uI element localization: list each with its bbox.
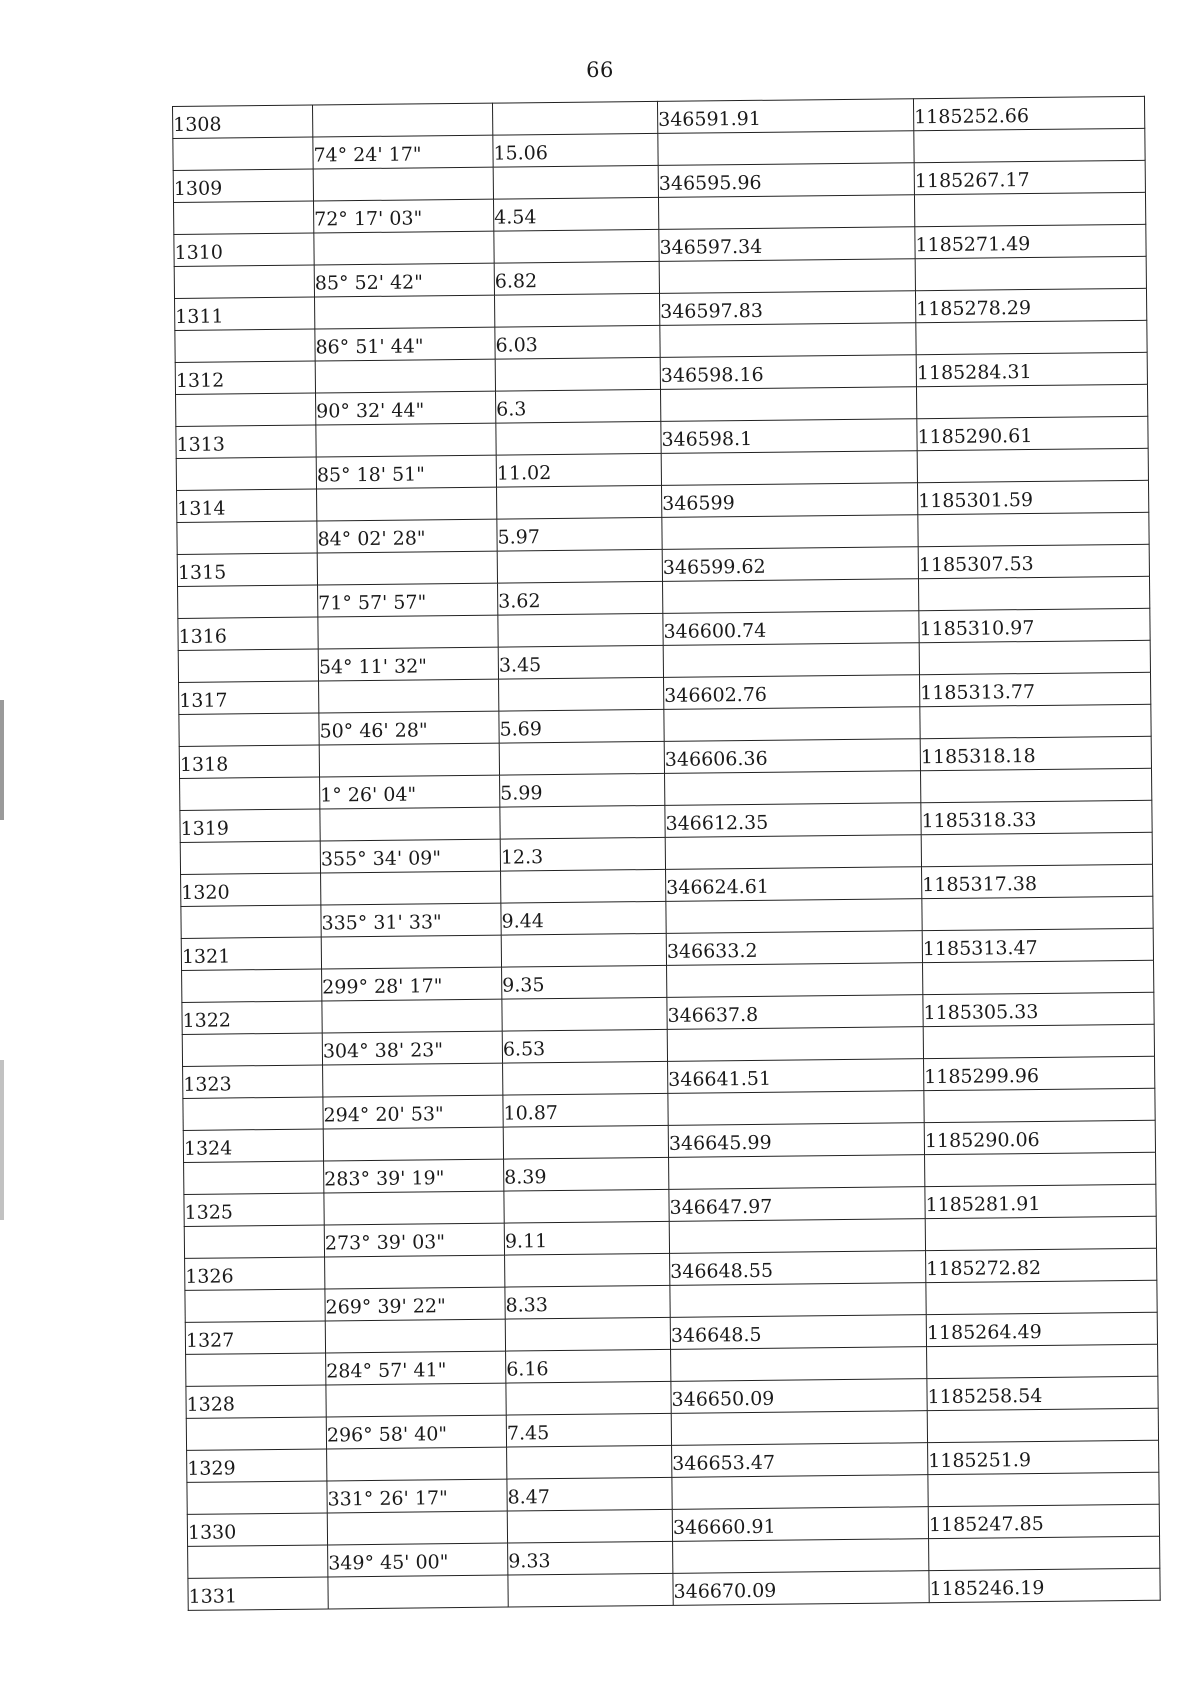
empty-cell: [659, 259, 915, 294]
bearing-value: 1° 26' 04": [320, 775, 500, 809]
point-number: 1310: [174, 233, 314, 266]
northing-value: 346648.5: [670, 1315, 926, 1350]
easting-value: 1185290.61: [917, 416, 1148, 450]
distance-value: 7.45: [506, 1413, 671, 1447]
distance-value: 3.62: [498, 581, 663, 615]
bearing-value: 85° 52' 42": [314, 263, 494, 297]
empty-cell: [925, 1216, 1156, 1250]
empty-cell: [315, 359, 495, 393]
empty-cell: [667, 1027, 923, 1062]
empty-cell: [184, 1225, 324, 1258]
northing-value: 346591.91: [657, 99, 913, 134]
empty-cell: [669, 1155, 925, 1190]
easting-value: 1185313.77: [919, 672, 1150, 706]
empty-cell: [661, 451, 917, 486]
empty-cell: [174, 201, 314, 234]
empty-cell: [179, 713, 319, 746]
point-number: 1326: [185, 1257, 325, 1290]
empty-cell: [668, 1091, 924, 1126]
empty-cell: [667, 963, 923, 998]
easting-value: 1185267.17: [914, 160, 1145, 194]
distance-value: 3.45: [498, 645, 663, 679]
empty-cell: [317, 551, 497, 585]
easting-value: 1185281.91: [925, 1184, 1156, 1218]
northing-value: 346598.1: [661, 419, 917, 454]
point-number: 1319: [180, 809, 320, 842]
bearing-value: 72° 17' 03": [314, 199, 494, 233]
empty-cell: [665, 771, 921, 806]
bearing-value: 331° 26' 17": [327, 1479, 507, 1513]
northing-value: 346670.09: [673, 1571, 929, 1606]
empty-cell: [502, 997, 667, 1031]
bearing-value: 355° 34' 09": [320, 839, 500, 873]
empty-cell: [317, 487, 497, 521]
empty-cell: [327, 1447, 507, 1481]
empty-cell: [178, 585, 318, 618]
northing-value: 346598.16: [660, 355, 916, 390]
easting-value: 1185247.85: [928, 1504, 1159, 1538]
empty-cell: [321, 871, 501, 905]
empty-cell: [924, 1088, 1155, 1122]
empty-cell: [496, 421, 661, 455]
empty-cell: [663, 579, 919, 614]
empty-cell: [185, 1289, 325, 1322]
distance-value: 4.54: [493, 197, 658, 231]
empty-cell: [915, 256, 1146, 290]
point-number: 1328: [186, 1385, 326, 1418]
empty-cell: [507, 1445, 672, 1479]
easting-value: 1185251.9: [928, 1440, 1159, 1474]
easting-value: 1185299.96: [924, 1056, 1155, 1090]
empty-cell: [505, 1317, 670, 1351]
empty-cell: [501, 869, 666, 903]
empty-cell: [920, 704, 1151, 738]
easting-value: 1185318.18: [920, 736, 1151, 770]
empty-cell: [173, 137, 313, 170]
point-number: 1308: [173, 105, 313, 138]
empty-cell: [174, 265, 314, 298]
traverse-table-body: [173, 96, 1161, 1610]
empty-cell: [925, 1152, 1156, 1186]
bearing-value: 296° 58' 40": [326, 1415, 506, 1449]
northing-value: 346660.91: [672, 1507, 928, 1542]
empty-cell: [322, 999, 502, 1033]
northing-value: 346647.97: [669, 1187, 925, 1222]
distance-value: 6.3: [496, 389, 661, 423]
empty-cell: [660, 323, 916, 358]
empty-cell: [188, 1545, 328, 1578]
empty-cell: [328, 1575, 508, 1609]
bearing-value: 86° 51' 44": [315, 327, 495, 361]
empty-cell: [927, 1344, 1158, 1378]
empty-cell: [186, 1417, 326, 1450]
empty-cell: [183, 1097, 323, 1130]
northing-value: 346599.62: [662, 547, 918, 582]
point-number: 1316: [178, 617, 318, 650]
empty-cell: [914, 128, 1145, 162]
point-number: 1330: [187, 1513, 327, 1546]
point-number: 1321: [181, 937, 321, 970]
distance-value: 6.53: [502, 1029, 667, 1063]
empty-cell: [497, 549, 662, 583]
easting-value: 1185307.53: [918, 544, 1149, 578]
empty-cell: [182, 1033, 322, 1066]
empty-cell: [492, 101, 657, 135]
distance-value: 9.11: [504, 1221, 669, 1255]
point-number: 1315: [177, 553, 317, 586]
bearing-value: 85° 18' 51": [316, 455, 496, 489]
empty-cell: [928, 1472, 1159, 1506]
empty-cell: [919, 640, 1150, 674]
empty-cell: [319, 679, 499, 713]
empty-cell: [658, 131, 914, 166]
empty-cell: [670, 1283, 926, 1318]
empty-cell: [916, 384, 1147, 418]
distance-value: 8.39: [504, 1157, 669, 1191]
bearing-value: 84° 02' 28": [317, 519, 497, 553]
bearing-value: 74° 24' 17": [313, 135, 493, 169]
empty-cell: [669, 1219, 925, 1254]
empty-cell: [176, 457, 316, 490]
point-number: 1322: [182, 1001, 322, 1034]
empty-cell: [319, 743, 499, 777]
northing-value: 346645.99: [668, 1123, 924, 1158]
empty-cell: [917, 448, 1148, 482]
empty-cell: [666, 899, 922, 934]
easting-value: 1185252.66: [913, 96, 1144, 130]
northing-value: 346595.96: [658, 163, 914, 198]
distance-value: 9.33: [508, 1541, 673, 1575]
empty-cell: [672, 1475, 928, 1510]
empty-cell: [662, 515, 918, 550]
traverse-table-container: [172, 96, 1161, 1611]
scan-edge-mark: [0, 1060, 4, 1220]
northing-value: 346633.2: [666, 931, 922, 966]
easting-value: 1185310.97: [919, 608, 1150, 642]
distance-value: 9.44: [501, 901, 666, 935]
easting-value: 1185290.06: [924, 1120, 1155, 1154]
empty-cell: [506, 1381, 671, 1415]
empty-cell: [929, 1536, 1160, 1570]
empty-cell: [664, 707, 920, 742]
empty-cell: [325, 1255, 505, 1289]
empty-cell: [921, 768, 1152, 802]
point-number: 1323: [183, 1065, 323, 1098]
distance-value: 8.47: [507, 1477, 672, 1511]
empty-cell: [507, 1509, 672, 1543]
empty-cell: [181, 905, 321, 938]
bearing-value: 50° 46' 28": [319, 711, 499, 745]
northing-value: 346597.34: [659, 227, 915, 262]
empty-cell: [316, 423, 496, 457]
easting-value: 1185301.59: [917, 480, 1148, 514]
distance-value: 5.69: [499, 709, 664, 743]
northing-value: 346641.51: [668, 1059, 924, 1094]
scan-edge-mark: [0, 700, 4, 820]
empty-cell: [923, 1024, 1154, 1058]
empty-cell: [916, 320, 1147, 354]
bearing-value: 349° 45' 00": [328, 1543, 508, 1577]
empty-cell: [176, 393, 316, 426]
point-number: 1318: [179, 745, 319, 778]
northing-value: 346624.61: [666, 867, 922, 902]
empty-cell: [315, 295, 495, 329]
distance-value: 6.82: [494, 261, 659, 295]
distance-value: 8.33: [505, 1285, 670, 1319]
point-number: 1313: [176, 425, 316, 458]
empty-cell: [918, 576, 1149, 610]
empty-cell: [177, 521, 317, 554]
empty-cell: [318, 615, 498, 649]
empty-cell: [324, 1191, 504, 1225]
empty-cell: [184, 1161, 324, 1194]
easting-value: 1185272.82: [926, 1248, 1157, 1282]
bearing-value: 294° 20' 53": [323, 1095, 503, 1129]
bearing-value: 304° 38' 23": [322, 1031, 502, 1065]
northing-value: 346602.76: [664, 675, 920, 710]
empty-cell: [325, 1319, 505, 1353]
point-number: 1314: [177, 489, 317, 522]
empty-cell: [323, 1063, 503, 1097]
distance-value: 9.35: [502, 965, 667, 999]
empty-cell: [326, 1383, 506, 1417]
northing-value: 346637.8: [667, 995, 923, 1030]
distance-value: 5.97: [497, 517, 662, 551]
empty-cell: [499, 677, 664, 711]
bearing-value: 273° 39' 03": [324, 1223, 504, 1257]
empty-cell: [187, 1481, 327, 1514]
empty-cell: [914, 192, 1145, 226]
distance-value: 12.3: [500, 837, 665, 871]
empty-cell: [663, 643, 919, 678]
distance-value: 5.99: [500, 773, 665, 807]
empty-cell: [671, 1411, 927, 1446]
empty-cell: [918, 512, 1149, 546]
empty-cell: [665, 835, 921, 870]
easting-value: 1185318.33: [921, 800, 1152, 834]
northing-value: 346653.47: [672, 1443, 928, 1478]
point-number: 1325: [184, 1193, 324, 1226]
distance-value: 10.87: [503, 1093, 668, 1127]
easting-value: 1185258.54: [927, 1376, 1158, 1410]
empty-cell: [180, 841, 320, 874]
empty-cell: [504, 1189, 669, 1223]
point-number: 1320: [181, 873, 321, 906]
empty-cell: [673, 1539, 929, 1574]
easting-value: 1185278.29: [915, 288, 1146, 322]
distance-value: 6.03: [495, 325, 660, 359]
easting-value: 1185305.33: [923, 992, 1154, 1026]
empty-cell: [178, 649, 318, 682]
northing-value: 346600.74: [663, 611, 919, 646]
empty-cell: [497, 485, 662, 519]
empty-cell: [499, 741, 664, 775]
easting-value: 1185317.38: [922, 864, 1153, 898]
distance-value: 6.16: [506, 1349, 671, 1383]
bearing-value: 269° 39' 22": [325, 1287, 505, 1321]
bearing-value: 284° 57' 41": [326, 1351, 506, 1385]
point-number: 1331: [188, 1577, 328, 1610]
bearing-value: 335° 31' 33": [321, 903, 501, 937]
empty-cell: [327, 1511, 507, 1545]
point-number: 1309: [173, 169, 313, 202]
northing-value: 346606.36: [664, 739, 920, 774]
bearing-value: 54° 11' 32": [318, 647, 498, 681]
empty-cell: [921, 832, 1152, 866]
empty-cell: [926, 1280, 1157, 1314]
empty-cell: [508, 1573, 673, 1607]
empty-cell: [321, 935, 501, 969]
empty-cell: [503, 1125, 668, 1159]
empty-cell: [658, 195, 914, 230]
empty-cell: [498, 613, 663, 647]
point-number: 1327: [185, 1321, 325, 1354]
empty-cell: [505, 1253, 670, 1287]
empty-cell: [323, 1127, 503, 1161]
empty-cell: [927, 1408, 1158, 1442]
northing-value: 346648.55: [670, 1251, 926, 1286]
empty-cell: [494, 293, 659, 327]
empty-cell: [660, 387, 916, 422]
northing-value: 346599: [661, 483, 917, 518]
empty-cell: [494, 229, 659, 263]
northing-value: 346650.09: [671, 1379, 927, 1414]
point-number: 1324: [183, 1129, 323, 1162]
distance-value: 15.06: [493, 133, 658, 167]
empty-cell: [671, 1347, 927, 1382]
traverse-table: [172, 96, 1161, 1611]
northing-value: 346612.35: [665, 803, 921, 838]
empty-cell: [312, 103, 492, 137]
empty-cell: [186, 1353, 326, 1386]
distance-value: 11.02: [496, 453, 661, 487]
bearing-value: 283° 39' 19": [324, 1159, 504, 1193]
empty-cell: [175, 329, 315, 362]
empty-cell: [180, 777, 320, 810]
easting-value: 1185284.31: [916, 352, 1147, 386]
northing-value: 346597.83: [659, 291, 915, 326]
empty-cell: [182, 969, 322, 1002]
empty-cell: [313, 167, 493, 201]
empty-cell: [493, 165, 658, 199]
empty-cell: [922, 896, 1153, 930]
bearing-value: 90° 32' 44": [316, 391, 496, 425]
easting-value: 1185271.49: [915, 224, 1146, 258]
empty-cell: [923, 960, 1154, 994]
easting-value: 1185313.47: [922, 928, 1153, 962]
empty-cell: [503, 1061, 668, 1095]
page-number: 66: [586, 58, 614, 82]
easting-value: 1185246.19: [929, 1568, 1160, 1602]
bearing-value: 71° 57' 57": [318, 583, 498, 617]
empty-cell: [320, 807, 500, 841]
point-number: 1312: [175, 361, 315, 394]
point-number: 1329: [187, 1449, 327, 1482]
easting-value: 1185264.49: [926, 1312, 1157, 1346]
point-number: 1317: [179, 681, 319, 714]
empty-cell: [495, 357, 660, 391]
empty-cell: [501, 933, 666, 967]
bearing-value: 299° 28' 17": [322, 967, 502, 1001]
empty-cell: [314, 231, 494, 265]
point-number: 1311: [175, 297, 315, 330]
empty-cell: [500, 805, 665, 839]
